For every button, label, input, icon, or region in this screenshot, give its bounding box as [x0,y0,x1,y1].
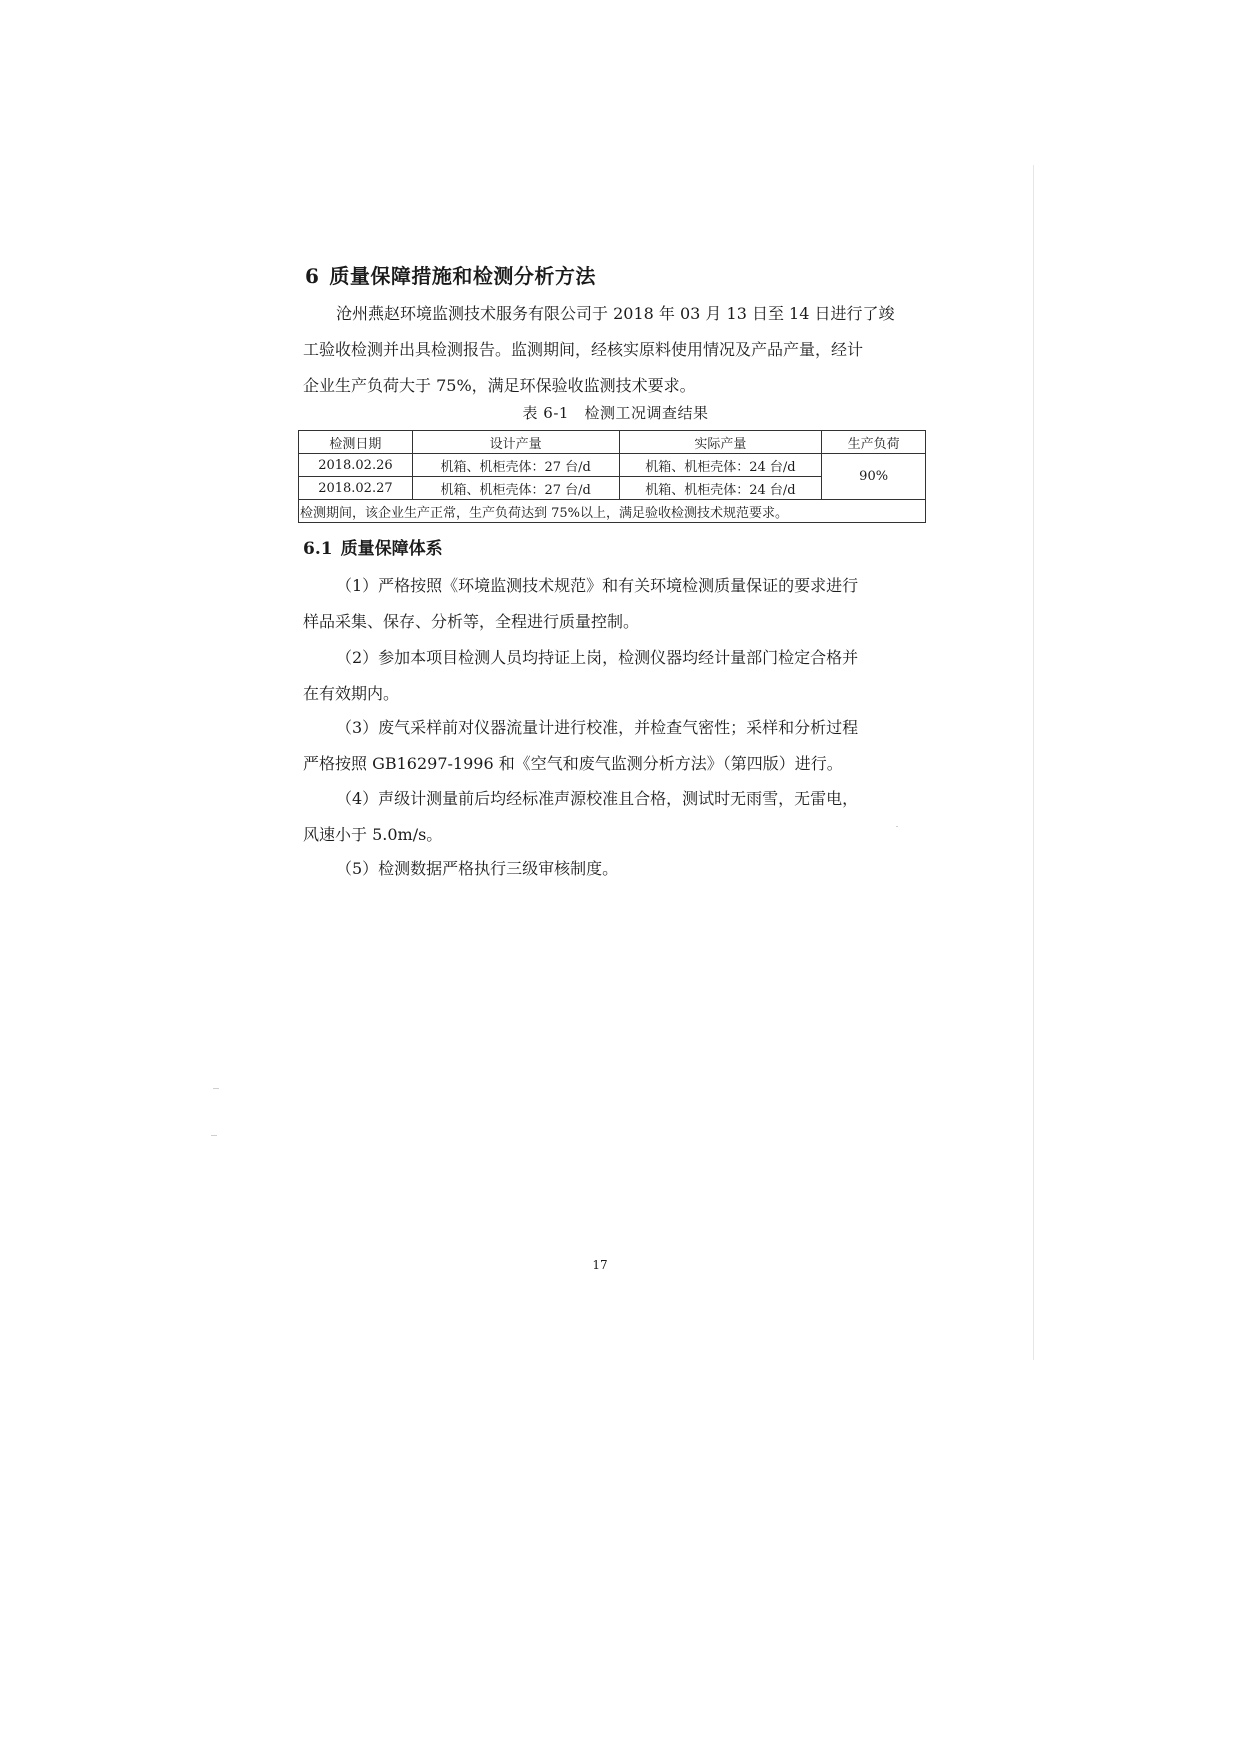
quality-item-2 [303,640,903,712]
subsection-number: 6.1 [303,539,333,559]
scan-speck [211,1135,217,1136]
item-line: 严格按照 GB16297-1996 和《空气和废气监测分析方法》（第四版）进行。 [303,754,843,773]
section-number: 6 [305,264,320,288]
item-line: （1）严格按照《环境监测技术规范》和有关环境检测质量保证的要求进行 [336,576,859,595]
work-condition-table [298,430,926,523]
intro-line: 沧州燕赵环境监测技术服务有限公司于 2018 年 03 月 13 日至 14 日进行了竣 [336,304,895,323]
item-line: （5）检测数据严格执行三级审核制度。 [336,859,619,878]
table-note: 检测期间，该企业生产正常，生产负荷达到 75%以上，满足验收检测技术规范要求。 [299,500,926,523]
cell-actual-output: 机箱、机柜壳体：24 台/d [619,454,822,477]
item-line: 风速小于 5.0m/s。 [303,825,443,844]
item-line: （4）声级计测量前后均经标准声源校准且合格，测试时无雨雪，无雷电， [336,789,859,808]
quality-item-3 [303,710,903,782]
intro-line: 企业生产负荷大于 75%，满足环保验收监测技术要求。 [303,376,696,395]
quality-item-4 [303,781,903,853]
item-line: 样品采集、保存、分析等，全程进行质量控制。 [303,612,640,631]
cell-date: 2018.02.26 [299,454,413,477]
cell-production-load: 90% [822,454,926,500]
header-date: 检测日期 [299,431,413,454]
quality-item-1 [303,568,903,640]
scan-edge-line [1033,165,1034,1360]
scan-speck [213,1088,219,1089]
table-row [299,454,926,477]
page-number: 17 [592,1258,608,1272]
cell-design-output: 机箱、机柜壳体：27 台/d [412,477,619,500]
table-header-row [299,431,926,454]
header-actual-output: 实际产量 [619,431,822,454]
cell-design-output: 机箱、机柜壳体：27 台/d [412,454,619,477]
header-design-output: 设计产量 [412,431,619,454]
item-line: （3）废气采样前对仪器流量计进行校准，并检查气密性；采样和分析过程 [336,718,859,737]
table-note-row [299,500,926,523]
header-production-load: 生产负荷 [822,431,926,454]
cell-date: 2018.02.27 [299,477,413,500]
item-line: 在有效期内。 [303,684,400,703]
section-heading [305,260,596,289]
table-caption: 表 6-1 检测工况调查结果 [522,404,709,422]
section-title: 质量保障措施和检测分析方法 [329,264,596,288]
cell-actual-output: 机箱、机柜壳体：24 台/d [619,477,822,500]
subsection-heading [303,534,443,559]
item-line: （2）参加本项目检测人员均持证上岗，检测仪器均经计量部门检定合格并 [336,648,859,667]
intro-line: 工验收检测并出具检测报告。监测期间，经核实原料使用情况及产品产量，经计 [303,340,864,359]
subsection-title: 质量保障体系 [340,539,443,559]
intro-paragraph [303,296,903,404]
quality-item-5 [303,851,903,887]
